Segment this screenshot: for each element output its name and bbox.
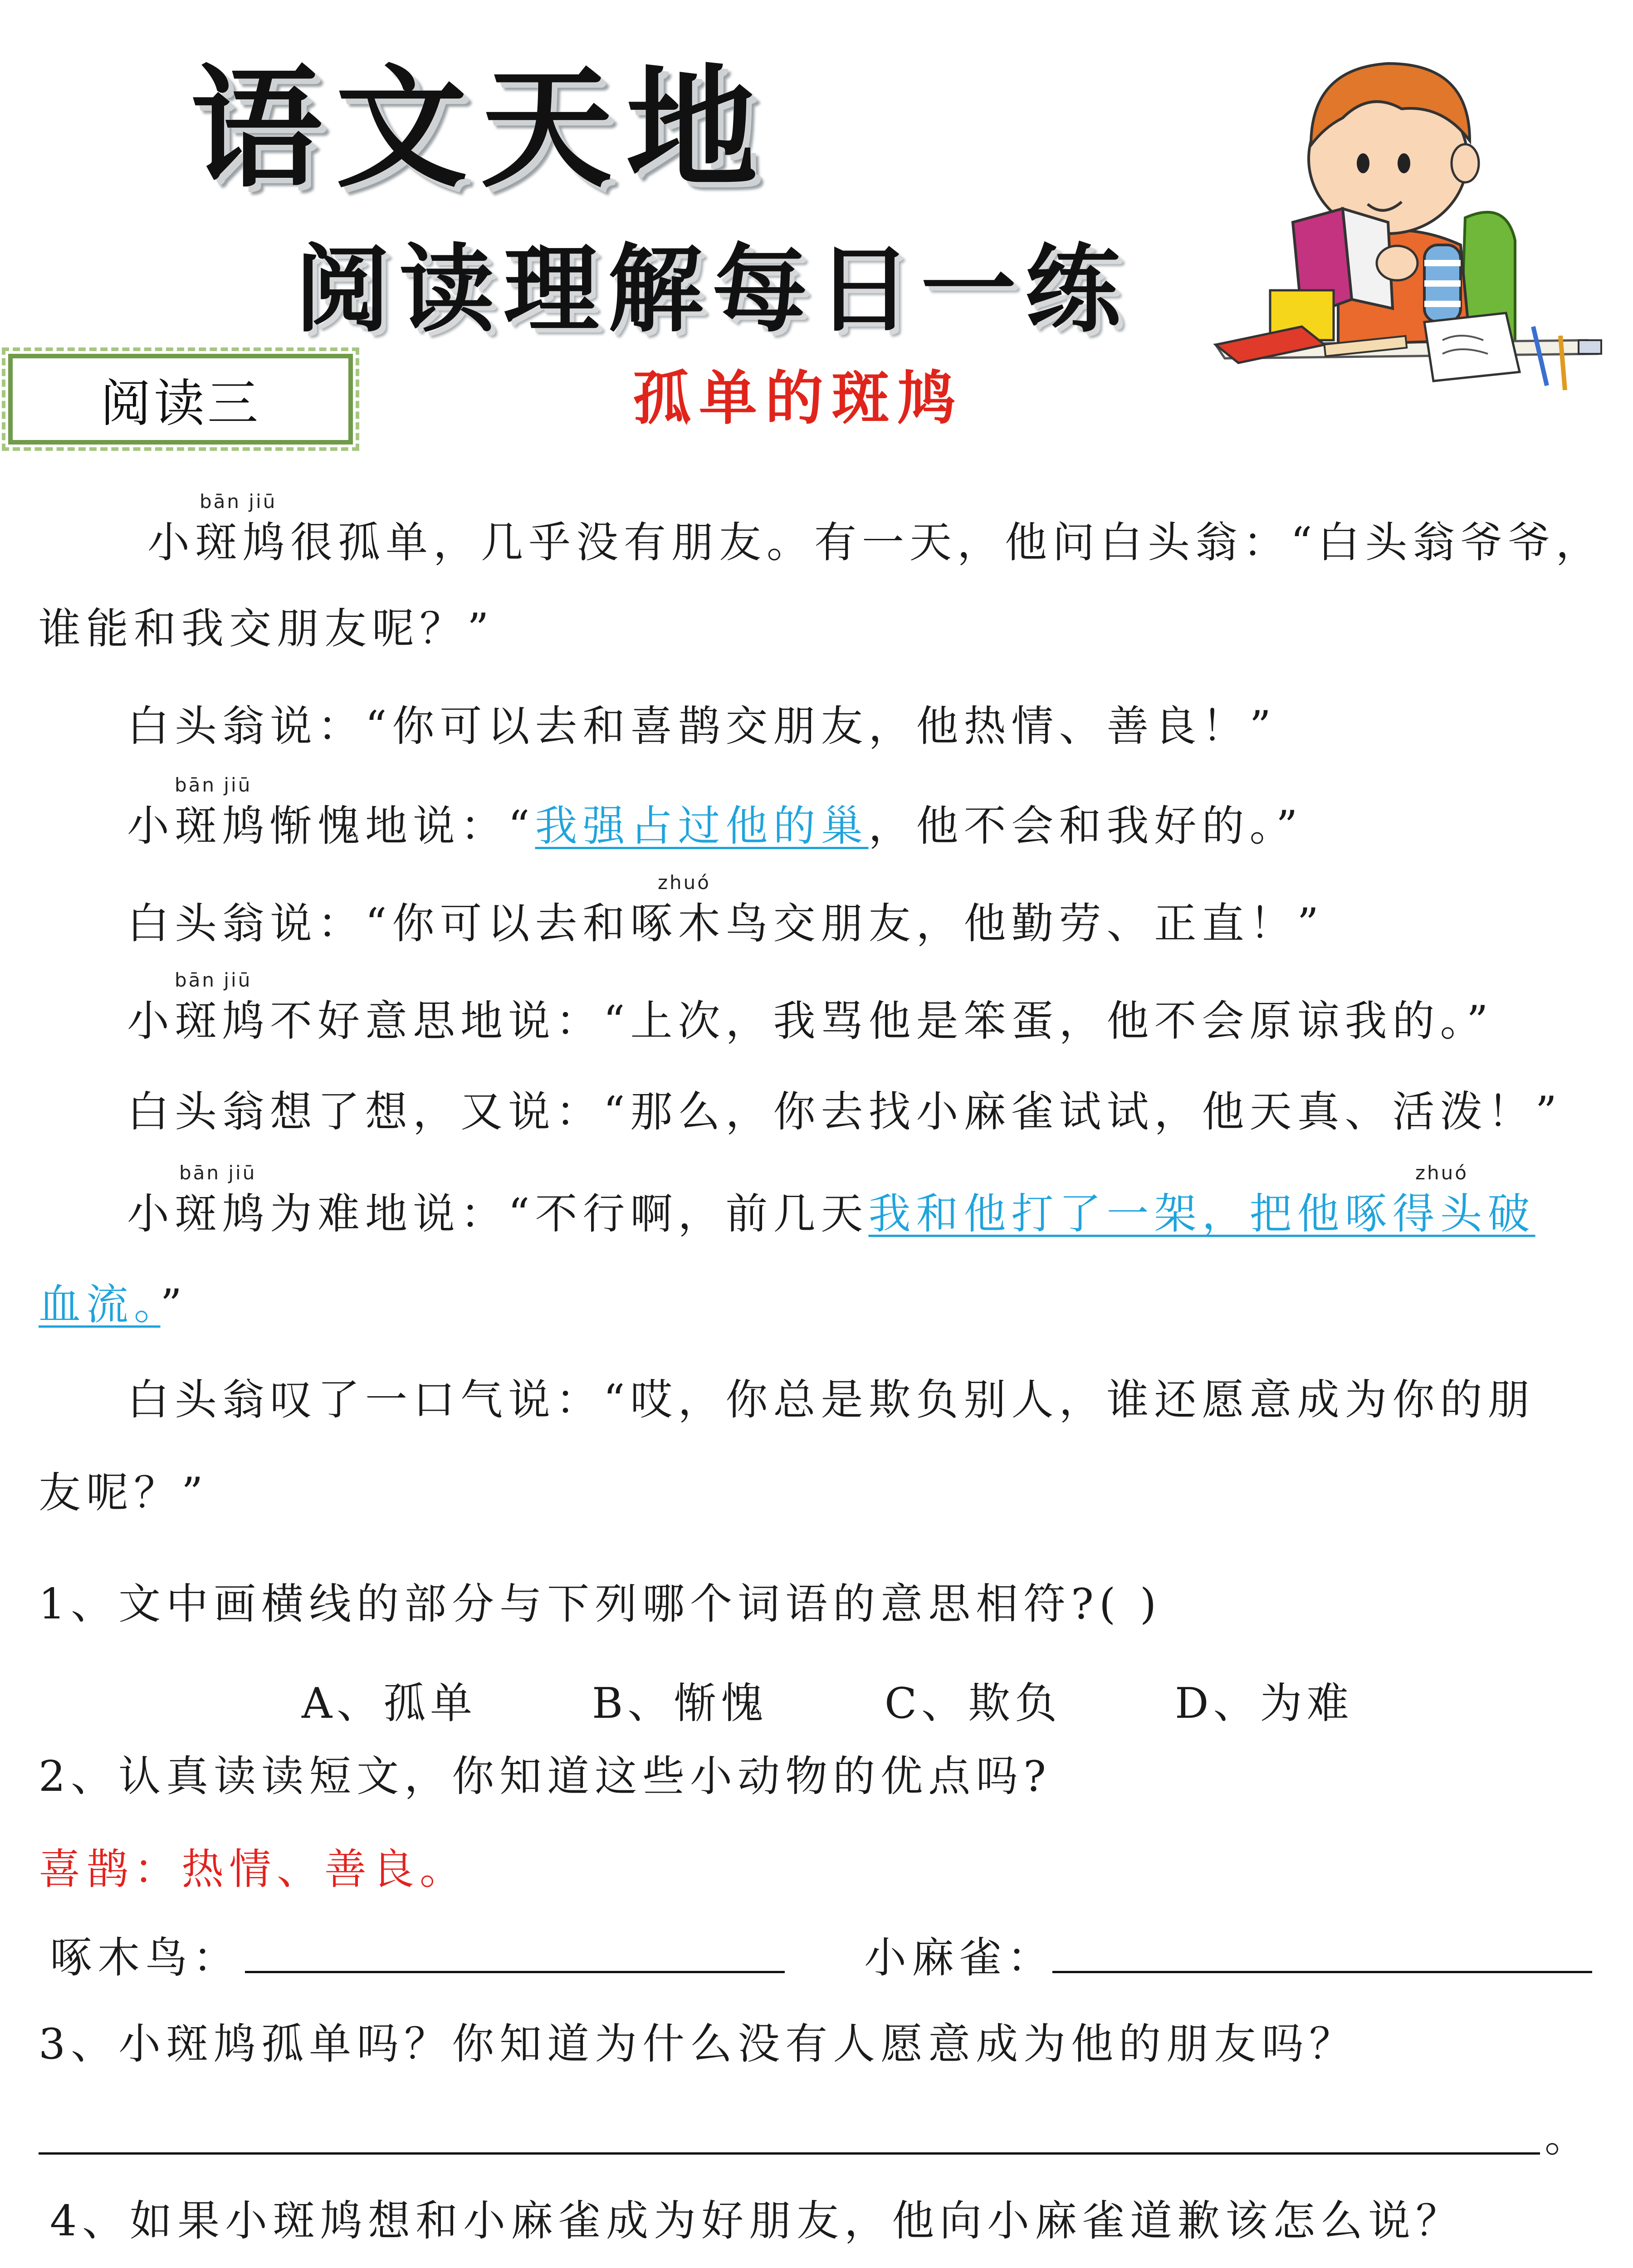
q2-example-answer: 喜鹊：热情、善良。 [39,1845,467,1894]
q3-answer-blank[interactable] [39,2152,1540,2155]
passage-line-7: 白头翁想了想，又说：“那么，你去找小麻雀试试，他天真、活泼！” [127,1087,1563,1136]
page-title: 语文天地 [191,53,771,205]
passage-line-11: 友呢？” [39,1468,209,1517]
passage-text: 小斑鸠不好意思地说：“上次，我骂他是笨蛋，他不会原谅我的。” [127,997,1494,1046]
question-2: 2、认真读读短文，你知道这些小动物的优点吗? [39,1752,1052,1801]
underlined-phrase: 血流。 [39,1280,161,1329]
page-subtitle: 阅读理解每日一练 [295,234,1130,345]
underlined-phrase: 我和他打了一架，把他啄得头破 [868,1189,1535,1238]
passage-text: 小斑鸠很孤单，几乎没有朋友。有一天，他问白头翁：“白头翁爷爷， [147,518,1604,567]
passage-text: 小斑鸠惭愧地说：“ [127,802,535,850]
passage-line-6 [127,969,1494,1046]
question-3: 3、小斑鸠孤单吗？你知道为什么没有人愿意成为他的朋友吗？ [39,2019,1357,2068]
question-4: 4、如果小斑鸠想和小麻雀成为好朋友，他向小麻雀道歉该怎么说？ [50,2196,1464,2245]
q1-option-a[interactable]: A、孤单 [302,1679,477,1728]
pinyin-zhuo: zhuó [658,871,711,894]
passage-line-9 [39,1280,188,1329]
passage-line-4 [127,774,1303,850]
pinyin-banjiu: bān jiū [200,490,277,513]
boy-reading-illustration [1188,27,1615,399]
underlined-phrase: 我强占过他的巢 [535,802,869,850]
passage-text: 小斑鸠为难地说：“不行啊，前几天 [127,1189,869,1238]
passage-text: ，他不会和我好的。” [868,802,1303,850]
pinyin-zhuo: zhuó [1415,1162,1468,1184]
passage-text: ” [160,1280,188,1329]
passage-line-1 [39,490,1604,567]
passage-line-2: 谁能和我交朋友呢？” [39,604,494,653]
question-1: 1、文中画横线的部分与下列哪个词语的意思相符?( ) [39,1579,1162,1628]
q2-sparrow-label: 小麻雀： [864,1933,1055,1982]
section-tag-label: 阅读三 [100,374,261,433]
passage-line-3: 白头翁说：“你可以去和喜鹊交朋友，他热情、善良！” [127,702,1277,751]
q1-option-b[interactable]: B、惭愧 [592,1679,768,1728]
pinyin-banjiu: bān jiū [179,1162,257,1184]
passage-line-8 [127,1162,1535,1238]
section-tag [8,354,353,445]
passage-line-10: 白头翁叹了一口气说：“哎，你总是欺负别人，谁还愿意成为你的朋 [127,1375,1535,1424]
passage-line-5 [127,871,1325,948]
pinyin-banjiu: bān jiū [175,774,252,796]
pinyin-banjiu: bān jiū [175,969,252,991]
q2-woodpecker-answer-blank[interactable] [245,1971,785,1973]
story-title: 孤单的斑鸠 [633,365,964,432]
q1-option-d[interactable]: D、为难 [1175,1679,1354,1728]
q3-period: 。 [1545,2112,1592,2161]
q2-woodpecker-label: 啄木鸟： [50,1933,240,1982]
q1-option-c[interactable]: C、欺负 [885,1679,1062,1728]
passage-text: 白头翁说：“你可以去和啄木鸟交朋友，他勤劳、正直！” [127,899,1325,948]
q2-sparrow-answer-blank[interactable] [1052,1971,1592,1973]
